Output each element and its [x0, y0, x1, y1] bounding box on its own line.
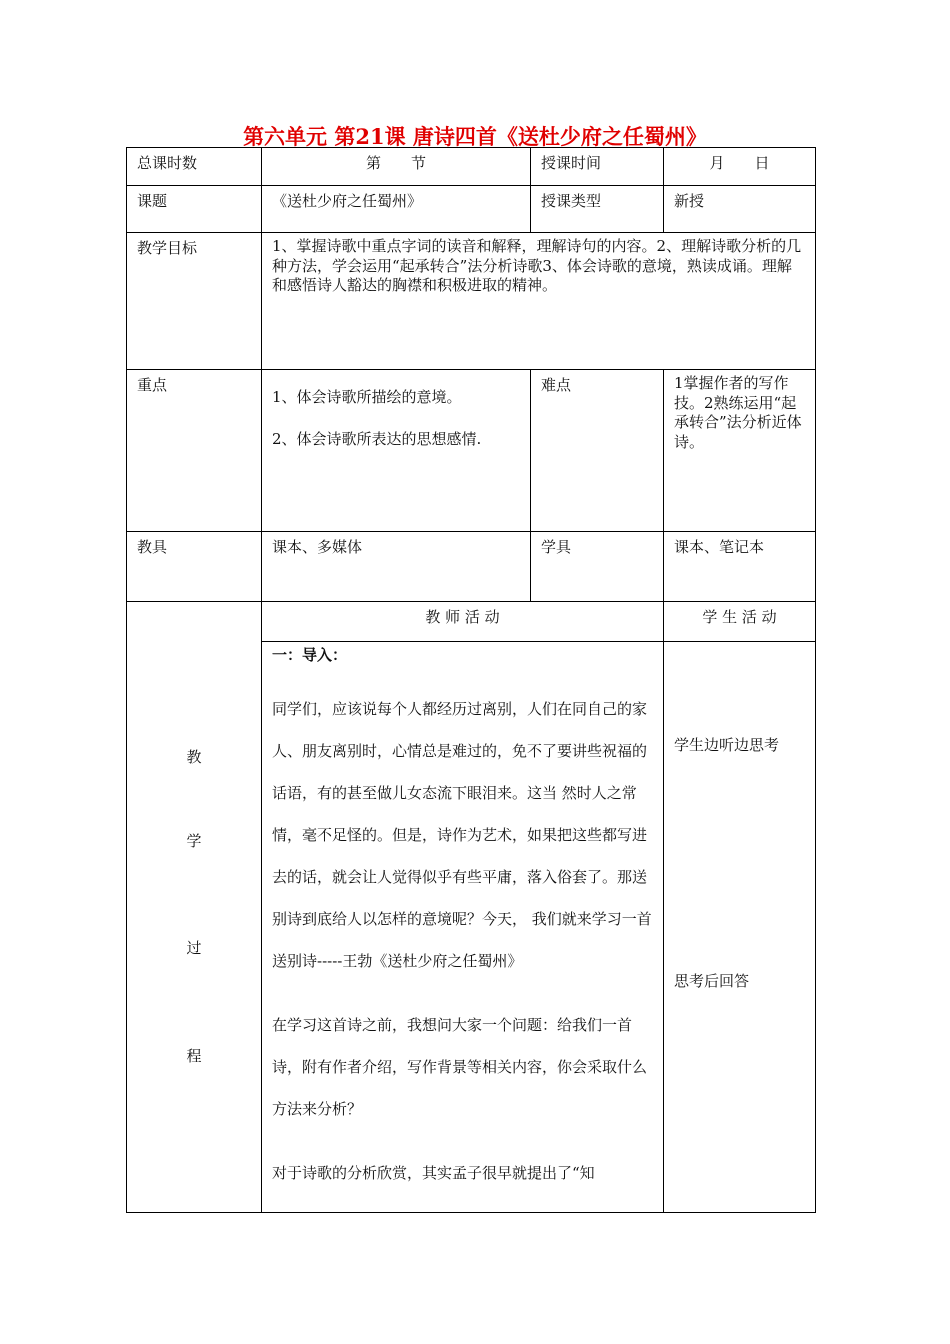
- type-label: 授课类型: [531, 186, 664, 233]
- student-activity-header: 学 生 活 动: [664, 602, 816, 642]
- lesson-plan-table: [126, 147, 816, 1213]
- student-activity-1: 学生边听边思考: [674, 736, 780, 754]
- tools-value: 课本、多媒体: [262, 532, 531, 602]
- intro-paragraph: 同学们，应该说每个人都经历过离别，人们在同自己的家人、朋友离别时，心情总是难过的，免不了要讲些祝福的话语，有的甚至做儿女态流下眼泪来。这当 然时人之常情，毫不足怪的。但是，诗作为艺术，如果把这些都写进去的话，就会让人觉得似乎有些平庸，落入俗套了。那送别诗到底给人以怎样的意境呢？今天， 我们就来学习一首送别诗-----王勃《送杜少府之任蜀州》: [272, 699, 652, 970]
- key-points: [262, 370, 531, 532]
- type-value: 新授: [664, 186, 816, 233]
- student-activity-cell: [664, 642, 816, 1213]
- date-label: 月 日: [664, 148, 816, 186]
- key-point-1: 1、体会诗歌所描绘的意境。: [272, 388, 462, 406]
- teacher-activity-cell: [262, 642, 664, 1213]
- tools-label: 教具: [127, 532, 262, 602]
- intro-heading: 一：导入：: [272, 646, 348, 664]
- section-label: 第 节: [262, 148, 531, 186]
- goals-text: 1、掌握诗歌中重点字词的读音和解释，理解诗句的内容。2、理解诗歌分析的几种方法，学会运用“起承转合”法分析诗歌3、体会诗歌的意境，熟读成诵。理解和感悟诗人豁达的胸襟和积极进取的精神。: [262, 233, 816, 370]
- student-tools-value: 课本、笔记本: [664, 532, 816, 602]
- total-hours-label: 总课时数: [127, 148, 262, 186]
- key-point-2: 2、体会诗歌所表达的思想感情.: [272, 430, 482, 448]
- difficulty-text: 1掌握作者的写作技。2熟练运用“起承转合”法分析近体诗。: [664, 370, 816, 532]
- question-paragraph: 在学习这首诗之前，我想问大家一个问题：给我们一首诗，附有作者介绍，写作背景等相关内容，你会采取什么方法来分析？: [272, 1015, 648, 1118]
- topic-label: 课题: [127, 186, 262, 233]
- document-title: 第六单元 第21课 唐诗四首《送杜少府之任蜀州》: [243, 124, 707, 149]
- teacher-activity-header: 教 师 活 动: [262, 602, 664, 642]
- analysis-paragraph: 对于诗歌的分析欣赏，其实孟子很早就提出了“知: [272, 1163, 595, 1182]
- student-activity-2: 思考后回答: [674, 972, 750, 990]
- process-label: [127, 602, 262, 1213]
- student-tools-label: 学具: [531, 532, 664, 602]
- teach-time-label: 授课时间: [531, 148, 664, 186]
- process-char-2: 学: [186, 831, 202, 850]
- goals-label: 教学目标: [127, 233, 262, 370]
- key-label: 重点: [127, 370, 262, 532]
- topic-value: 《送杜少府之任蜀州》: [262, 186, 531, 233]
- difficulty-label: 难点: [531, 370, 664, 532]
- process-char-4: 程: [186, 1046, 202, 1065]
- process-char-3: 过: [186, 939, 202, 957]
- process-char-1: 教: [186, 748, 202, 766]
